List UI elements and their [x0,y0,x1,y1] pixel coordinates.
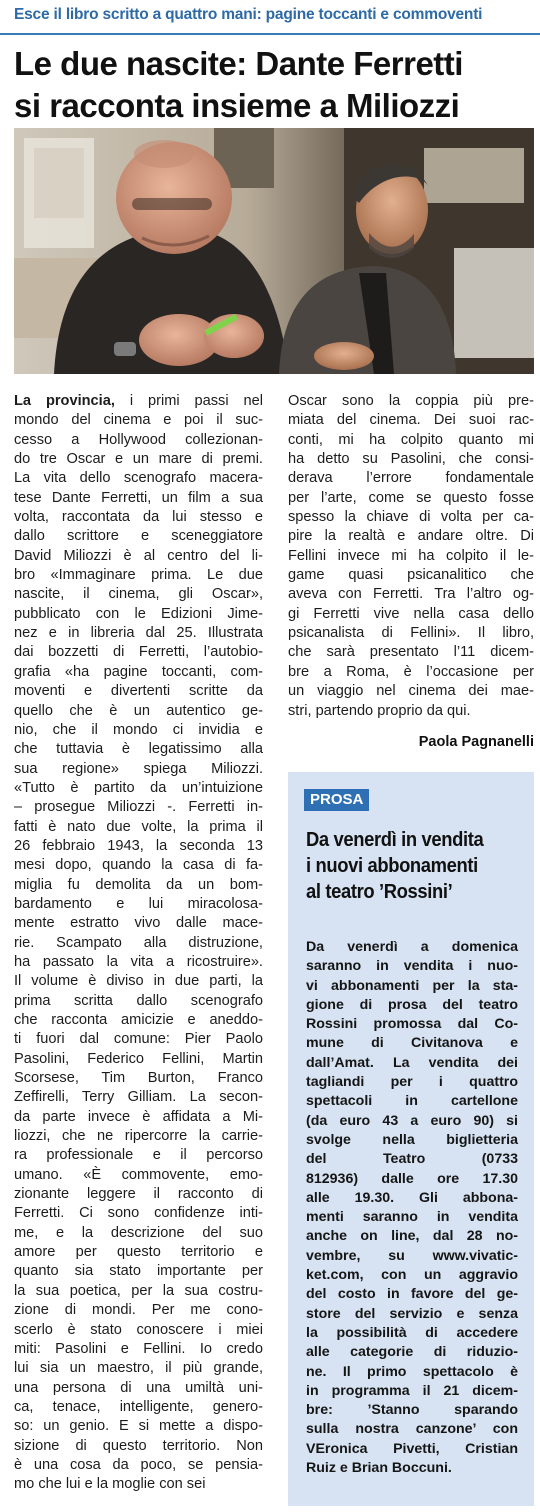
text-line: dallo scrittore e sceneggiatore [14,528,263,545]
article-line [14,953,263,972]
article-line [14,585,263,604]
article-line [14,469,263,488]
article-line [14,1340,263,1359]
article-line [14,934,263,953]
text-line: amore per questo territorio e [14,1244,263,1261]
article-line [14,508,263,527]
article-headline [14,43,534,127]
sidebar-body-line: (da euro 43 a euro 90) si [306,1112,518,1129]
sidebar-body-line: dall’Amat. La vendita dei [306,1054,518,1071]
text-line: i primi passi nel [114,393,263,409]
sidebar-body-line: VEronica Pivetti, Cristian [306,1440,518,1457]
article-line [288,605,534,624]
text-line: mesi dopo, quando la casa di fa- [14,857,263,874]
article-line [14,837,263,856]
article-line [14,895,263,914]
section-badge: PROSA [304,789,369,811]
article-line [14,914,263,933]
text-line: volta, raccontata da lui stesso e [14,509,263,526]
text-line: so: un genio. E si mette a dispo- [14,1418,263,1435]
text-line: Scorsese, Tim Burton, Franco [14,1070,263,1087]
article-line [14,1030,263,1049]
text-line: nascite, il cinema, gli Oscar», [14,586,263,603]
article-line [288,702,534,721]
text-line: stri, partendo proprio da qui. [288,702,471,719]
article-line [14,411,263,430]
headline-line-1: Le due nascite: Dante Ferretti [14,45,463,82]
text-line: Oscar sono la coppia più pre- [288,393,534,409]
text-line: bro «Immaginare prima. Le due [14,567,263,584]
text-line: zione di mondi. Per me cono- [14,1302,263,1319]
text-line: 26 febbraio 1943, la seconda 13 [14,837,263,854]
article-line [14,876,263,895]
article-line [14,1359,263,1378]
text-line: dai bozzetti di Ferretti, l’autobio- [14,644,263,661]
text-line: tese Dante Ferretti, un film a sua [14,489,263,506]
sidebar-body-line: menti saranno in vendita [306,1209,518,1226]
text-line: me, e la descrizione del suo [14,1224,263,1241]
article-line [14,1243,263,1262]
text-line: mondo del cinema e poi il suc- [14,412,263,429]
text-line: miata del cinema. Dei suoi rac- [288,412,534,429]
text-line: quanto sia stato importante per [14,1263,263,1280]
text-line: che sarà presentato l’11 dicem- [288,644,534,661]
article-line [14,450,263,469]
text-line: miglia fu demolita da un bom- [14,876,263,893]
article-line [288,469,534,488]
article-body-left-column [14,392,263,1495]
text-line: lui sia un maestro, il più grande, [14,1360,263,1377]
sidebar-body-line: alle 19.30. Gli abbona- [306,1189,518,1206]
article-line [288,508,534,527]
article-line [288,392,534,411]
article-kicker: Esce il libro scritto a quattro mani: pagine toccanti e commoventi [14,6,483,23]
article-line [14,1398,263,1417]
article-line [14,1069,263,1088]
text-line: derava l’errore fondamentale [288,470,534,487]
text-line: moventi e divertenti scritte da [14,683,263,700]
article-line [288,411,534,430]
article-line [14,1050,263,1069]
article-line [14,1127,263,1146]
article-line [14,1166,263,1185]
sidebar-body-line: bre: ’Stanno sparando [306,1402,518,1419]
sidebar-body-line: ne. Il primo spettacolo è [306,1363,518,1380]
text-line: scerlo è stato conoscere i miei [14,1321,263,1338]
article-line [14,1224,263,1243]
sidebar-body-line: la possibilità di accedere [306,1324,518,1341]
text-line: game quasi psicanalitico che [288,567,534,584]
text-line: ha detto su Pasolini, che consi- [288,451,534,468]
text-line: nio, che il mondo ci invidia e [14,721,263,738]
article-line [14,1437,263,1456]
article-line [14,682,263,701]
text-line: la sua poetica, per la sua costru- [14,1282,263,1299]
text-line: psicanalista di Fellini». Il libro, [288,625,534,642]
article-line [288,682,534,701]
sidebar-body-line: vi abbonamenti per la sta- [306,977,518,994]
article-line [14,740,263,759]
sidebar-body-line: del Teatro (0733 [306,1151,518,1168]
article-line [14,818,263,837]
article-body-right-column [288,392,534,721]
text-line: do tre Oscar e un mare di premi. [14,451,263,468]
text-line: Ferretti. Ci sono confidenze inti- [14,1205,263,1222]
text-line: Pasolini, Federico Fellini, Martin [14,1050,263,1067]
article-line [14,489,263,508]
text-line: cesso a Hollywood collezionan- [14,431,263,448]
text-line: grafia «ha pagine toccanti, com- [14,663,263,680]
article-line [288,663,534,682]
article-line [14,1475,263,1494]
text-line: un viaggio nel cinema dei mae- [288,683,534,700]
text-line: mente estratto vivo dalle mace- [14,915,263,932]
article-line [288,527,534,546]
article-line [14,1088,263,1107]
kicker-divider [0,33,540,35]
text-line: che tuttavia è legatissimo alla [14,741,263,758]
headline-line-2: si racconta insieme a Miliozzi [14,87,460,124]
article-line [14,1262,263,1281]
text-line: Zeffirelli, Terry Gilliam. La secon- [14,1089,263,1106]
sidebar-body-line: ket.com, con un aggravio [306,1267,518,1284]
text-line: bre a Roma, è l’occasione per [288,663,534,680]
article-line [14,1146,263,1165]
text-line: spesso la chiave di volta per ca- [288,509,534,526]
sidebar-body-line: alle categorie di riduzio- [306,1344,518,1361]
text-line: pire la realtà e andare oltre. Di [288,528,534,545]
text-line: ha passato la vita a ricostruire». [14,953,263,970]
article-line [288,547,534,566]
text-line: La vita dello scenografo macera- [14,470,263,487]
sidebar-body [306,938,518,1478]
text-line: nez e in libreria dal 25. Illustrata [14,625,263,642]
text-line: David Miliozzi è al centro del li- [14,547,263,564]
article-line [288,566,534,585]
text-line: mo che lui e la moglie con sei [14,1476,206,1493]
text-line: aveva con Ferretti. Tra l’altro og- [288,586,534,603]
article-line [288,431,534,450]
article-line [14,1301,263,1320]
text-line: Fellini invece mi ha colpito il le- [288,547,534,564]
sidebar-body-line: svolge nella biglietteria [306,1131,518,1148]
article-line [14,392,263,411]
text-line: gi Ferretti vive nella casa dello [288,605,534,622]
article-line [14,992,263,1011]
article-line [14,527,263,546]
sidebar-body-line: saranno in vendita i nuo- [306,958,518,975]
sidebar-body-line: Ruiz e Brian Boccuni. [306,1460,452,1477]
text-line: «Tutto è partito da un’intuizione [14,779,263,796]
sidebar-body-line: in programma il 21 dicem- [306,1382,518,1399]
text-line: bardamento e lui miracolosa- [14,895,263,912]
sidebar-body-line: del costo in favore del ge- [306,1286,518,1303]
article-line [288,624,534,643]
article-line [14,1204,263,1223]
text-line: zionante leggere il racconto di [14,1186,263,1203]
article-line [14,1108,263,1127]
article-line [14,566,263,585]
sidebar-body-line: tagliandi per i quattro [306,1074,518,1091]
sidebar-body-line: Rossini promossa dal Co- [306,1016,518,1033]
text-line: una persona di una umiltà uni- [14,1379,263,1396]
article-line [14,663,263,682]
article-line [14,643,263,662]
text-line: ti fuori dal comune: Pier Paolo [14,1031,263,1048]
text-line: – prosegue Miliozzi -. Ferretti in- [14,799,263,816]
sidebar-headline [306,827,508,905]
text-line: che racconta amicizie e aneddo- [14,1012,263,1028]
sidebar-headline-line: Da venerdì in vendita [306,829,484,851]
text-line: quello che è un autentico ge- [14,702,263,719]
text-line: miti: Pasolini e Fellini. Io credo [14,1340,263,1357]
article-line [288,643,534,662]
text-line: pubblicato con le Edizioni Jime- [14,605,263,622]
text-line: ra professionale e il percorso [14,1147,263,1164]
article-line [14,1185,263,1204]
article-line [14,547,263,566]
article-line [288,450,534,469]
text-line: da parte invece è affidata a Mi- [14,1108,263,1125]
article-line [14,1282,263,1301]
article-line [14,1321,263,1340]
sidebar-body-line: store del servizio e senza [306,1305,518,1322]
text-line: prima scritta dallo scenografo [14,992,263,1009]
text-line: conti, mi ha colpito quanto mi [288,431,534,448]
article-line [14,972,263,991]
sidebar-body-line: sulla nostra canzone’ con [306,1421,518,1438]
article-line [14,1417,263,1436]
article-author: Paola Pagnanelli [418,734,534,750]
text-line: umano. «È commovente, emo- [14,1166,263,1183]
article-line [14,1379,263,1398]
article-photo [14,128,534,374]
article-line [14,760,263,779]
sidebar-body-line: 812936) dalle ore 17.30 [306,1170,518,1187]
text-line: ca, tenace, intelligente, genero- [14,1398,263,1415]
sidebar-headline-line: i nuovi abbonamenti [306,855,478,877]
article-line [14,1011,263,1030]
sidebar-body-line: gione di prosa del teatro [306,996,518,1013]
sidebar-body-line: anche on line, dal 28 no- [306,1228,518,1245]
article-line [14,702,263,721]
article-line [14,624,263,643]
article-line [14,1456,263,1475]
text-line: Il volume è diviso in due parti, la [14,973,263,990]
text-line: sizione di questo territorio. Non [14,1437,263,1454]
article-line [14,605,263,624]
text-line: fatti è nato due volte, la prima il [14,818,263,835]
article-line [288,489,534,508]
text-line: sua regione» spiega Miliozzi. [14,760,263,777]
article-line [14,779,263,798]
text-line: rie. Scampato alla distruzione, [14,934,263,951]
text-line: per l’arte, come se questo fosse [288,489,534,506]
text-line: liozzi, che ne ripercorre la carrie- [14,1128,263,1145]
article-line [14,431,263,450]
sidebar-body-line: Da venerdì a domenica [306,939,518,955]
article-lead: La provincia, [14,393,115,409]
text-line: è una cosa da poco, se pensia- [14,1456,263,1473]
sidebar-body-line: mune di Civitanova e [306,1035,518,1052]
sidebar-headline-line: al teatro ’Rossini’ [306,881,453,903]
article-line [288,585,534,604]
article-line [14,856,263,875]
sidebar-body-line: spettacoli in cartellone [306,1093,518,1110]
sidebar-body-line: vembre, su www.vivatic- [306,1247,518,1264]
article-line [14,721,263,740]
article-line [14,798,263,817]
